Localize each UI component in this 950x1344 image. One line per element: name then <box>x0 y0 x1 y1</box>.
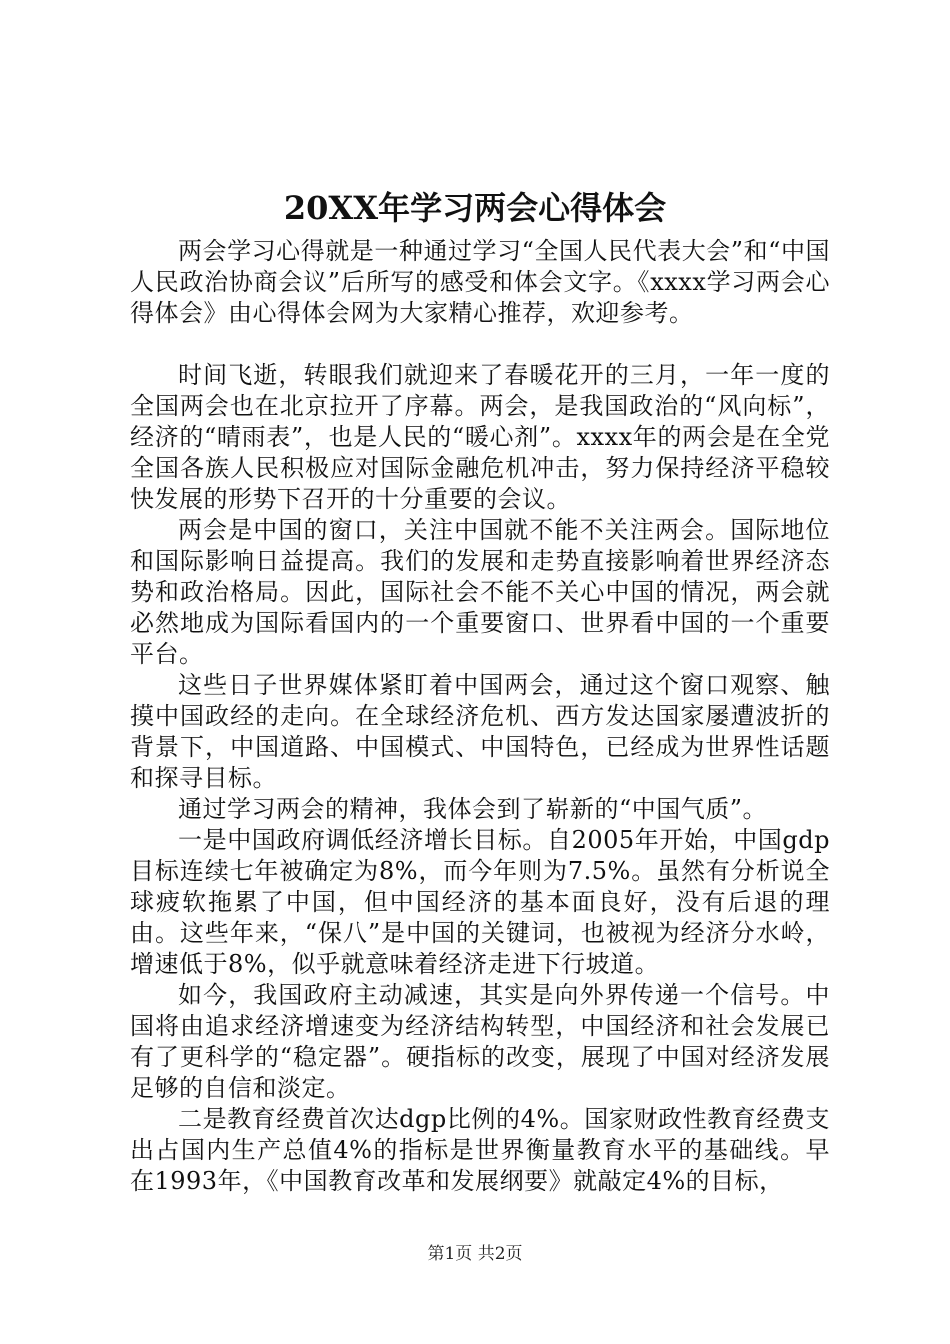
paragraph-5: 通过学习两会的精神，我体会到了崭新的“中国气质”。 <box>178 795 768 823</box>
paragraph-2: 时间飞逝，转眼我们就迎来了春暖花开的三月，一年一度的全国两会也在北京拉开了序幕。两会，是我国政治的“风向标”，经济的“晴雨表”，也是人民的“暖心剂”。xxxx年的两会是在全党全国各族人民积极应对国际金融危机冲击，努力保持经济平稳较快发展的形势下召开的十分重要的会议。 <box>130 361 830 513</box>
document-title: 20XX年学习两会心得体会 <box>283 189 667 227</box>
paragraph-3: 两会是中国的窗口，关注中国就不能不关注两会。国际地位和国际影响日益提高。我们的发展和走势直接影响着世界经济态势和政治格局。因此，国际社会不能不关心中国的情况，两会就必然地成为国际看国内的一个重要窗口、世界看中国的一个重要平台。 <box>130 516 830 668</box>
paragraph-4: 这些日子世界媒体紧盯着中国两会，通过这个窗口观察、触摸中国政经的走向。在全球经济危机、西方发达国家屡遭波折的背景下，中国道路、中国模式、中国特色，已经成为世界性话题和探寻目标。 <box>130 671 830 792</box>
paragraph-7: 如今，我国政府主动减速，其实是向外界传递一个信号。中国将由追求经济增速变为经济结构转型，中国经济和社会发展已有了更科学的“稳定器”。硬指标的改变，展现了中国对经济发展足够的自信和淡定。 <box>130 981 830 1102</box>
page-footer: 第1页 共2页 <box>427 1244 523 1264</box>
paragraph-6: 一是中国政府调低经济增长目标。自2005年开始，中国gdp目标连续七年被确定为8%，而今年则为7.5%。虽然有分析说全球疲软拖累了中国，但中国经济的基本面良好，没有后退的理由。这些年来，“保八”是中国的关键词，也被视为经济分水岭，增速低于8%，似乎就意味着经济走进下行坡道。 <box>130 826 830 978</box>
paragraph-8: 二是教育经费首次达dgp比例的4%。国家财政性教育经费支出占国内生产总值4%的指标是世界衡量教育水平的基础线。早在1993年，《中国教育改革和发展纲要》就敲定4%的目标， <box>130 1105 830 1195</box>
paragraph-intro: 两会学习心得就是一种通过学习“全国人民代表大会”和“中国人民政治协商会议”后所写的感受和体会文字。《xxxx学习两会心得体会》由心得体会网为大家精心推荐，欢迎参考。 <box>130 237 830 327</box>
document-body <box>130 236 830 1197</box>
